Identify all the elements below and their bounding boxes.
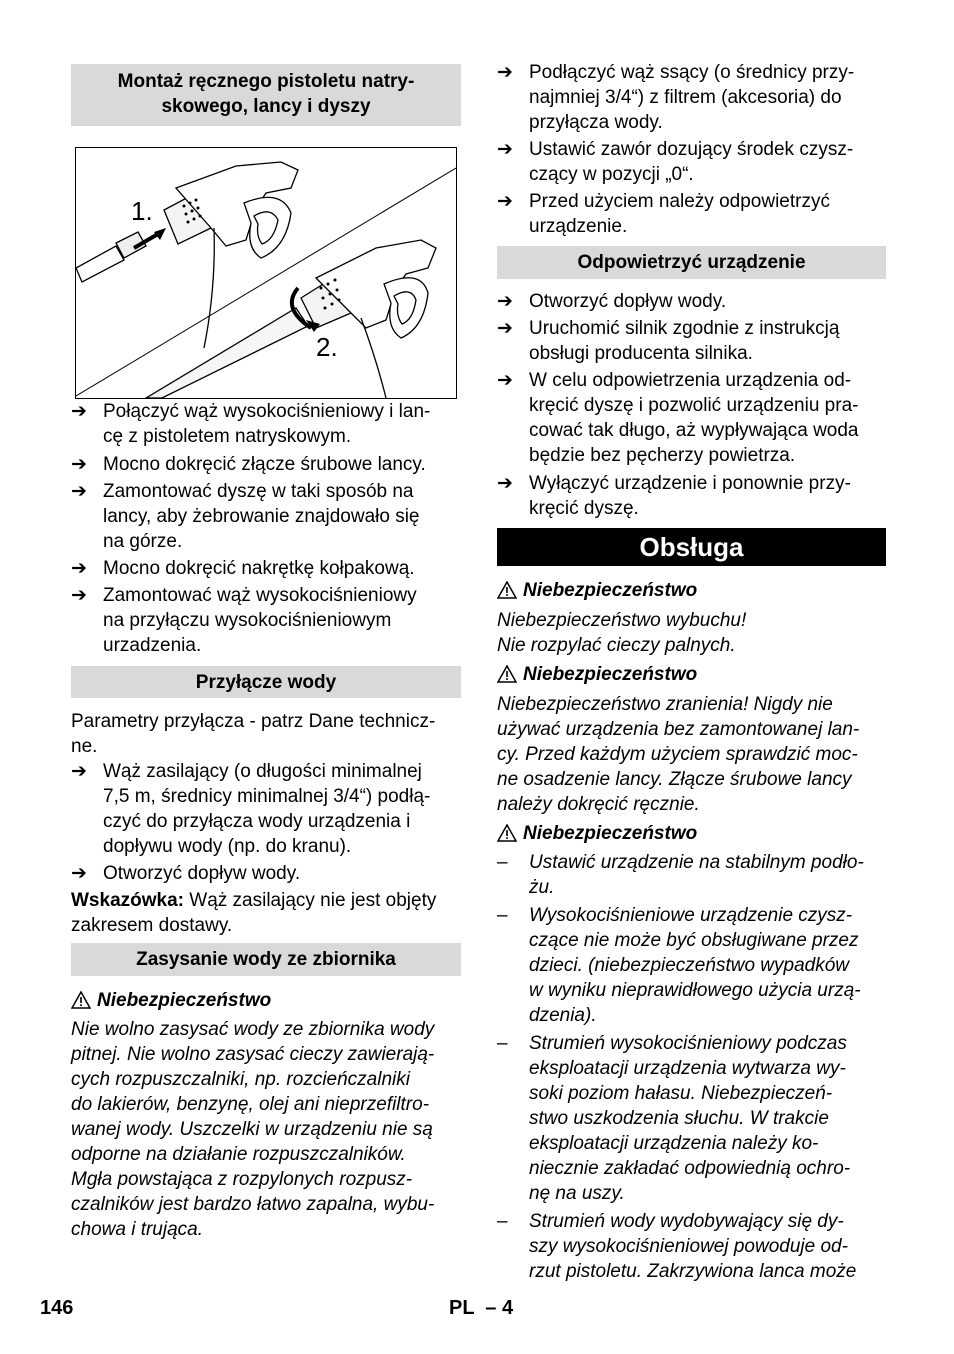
dash-bullet: – <box>497 852 508 873</box>
tank-suction-warning-text: Nie wolno zasysać wody ze zbiornika wody pitnej. Nie wolno zasysać cieczy zawierają- cych rozpuszczalniki, np. rozcieńczalniki do lakierów, benzynę, olej ani nieprzefiltro- wanej wody. Uszczelki w urządzeniu nie są odporne na działanie rozpuszczalników. Mgła powstająca z rozpylonych rozpusz- czalników jest bardzo łatwo zapalna, wybu- chowa i trująca. <box>71 1019 435 1240</box>
assembly-illustration <box>75 147 457 399</box>
step-unscrew-nozzle: ➔ W celu odpowietrzenia urządzenia od- kręcić dyszę i pozwolić urządzeniu pra- cować tak długo, aż wypływająca woda będzie bez pęcherzy powietrza. <box>497 370 859 466</box>
step-supply-hose: ➔ Wąż zasilający (o długości minimalnej 7,5 m, średnicy minimalnej 3/4“) podłą- czyć do przyłącza wody urządzenia i dopływu wody (np. do kranu). <box>71 761 431 857</box>
chapter-title-operation: Obsługa <box>497 528 886 566</box>
danger-heading-1: Niebezpieczeństwo <box>497 578 886 603</box>
arrow-icon: ➔ <box>497 191 513 212</box>
step-mount-nozzle: ➔ Zamontować dyszę w taki sposób na lancy, aby żebrowanie znajdowało się na górze. <box>71 481 420 552</box>
step-tighten-lance: ➔ Mocno dokręcić złącze śrubowe lancy. <box>71 454 426 475</box>
arrow-icon: ➔ <box>71 454 87 475</box>
arrow-icon: ➔ <box>497 62 513 83</box>
step-detergent-valve: ➔ Ustawić zawór dozujący środek czysz- czący w pozycji „0“. <box>497 139 854 185</box>
section-title-tank-suction: Zasysanie wody ze zbiornika <box>71 943 461 976</box>
figure-label-2: 2. <box>316 332 338 362</box>
warning-triangle-icon <box>71 991 91 1009</box>
step-connect-hose: ➔ Połączyć wąż wysokociśnieniowy i lan- cę z pistoletem natryskowym. <box>71 401 431 447</box>
danger-heading-2: Niebezpieczeństwo <box>497 662 886 687</box>
water-connection-intro: Parametry przyłącza - patrz Dane technicz- ne. <box>71 711 436 757</box>
danger-text-explosion: Niebezpieczeństwo wybuchu! Nie rozpylać cieczy palnych. <box>497 610 747 656</box>
warning-triangle-icon <box>497 824 517 842</box>
figure-label-1: 1. <box>131 196 153 226</box>
dash-item-stable-surface: – Ustawić urządzenie na stabilnym podło- żu. <box>497 852 864 898</box>
danger-heading: Niebezpieczeństwo <box>71 988 461 1013</box>
dash-bullet: – <box>497 905 508 926</box>
step-suction-hose: ➔ Podłączyć wąż ssący (o średnicy przy- najmniej 3/4“) z filtrem (akcesoria) do przyłącza wody. <box>497 62 855 133</box>
gun-lance-drawing <box>76 148 456 398</box>
dash-bullet: – <box>497 1211 508 1232</box>
arrow-icon: ➔ <box>497 318 513 339</box>
dash-item-children: – Wysokociśnieniowe urządzenie czysz- czące nie może być obsługiwane przez dzieci. (niebezpieczeństwo wypadków w wyniku nieprawidłowego użycia urzą- dzenia). <box>497 905 861 1026</box>
section-title-venting: Odpowietrzyć urządzenie <box>497 246 886 279</box>
step-mount-hp-hose: ➔ Zamontować wąż wysokociśnieniowy na przyłączu wysokociśnieniowym urzadzenia. <box>71 585 417 656</box>
page-number: 146 <box>40 1297 74 1319</box>
arrow-icon: ➔ <box>71 863 87 884</box>
dash-item-noise: – Strumień wysokociśnieniowy podczas eksploatacji urządzenia wytwarza wy- soki poziom hałasu. Niebezpieczeń- stwo uszkodzenia słuchu. W trakcie eksploatacji urządzenia należy ko- niecznie zakładać odpowiednią ochro- nę na uszy. <box>497 1033 851 1204</box>
dash-bullet: – <box>497 1033 508 1054</box>
note-label: Wskazówka: <box>71 890 184 911</box>
arrow-icon: ➔ <box>71 401 87 422</box>
arrow-icon: ➔ <box>497 291 513 312</box>
arrow-icon: ➔ <box>497 139 513 160</box>
danger-heading-3: Niebezpieczeństwo <box>497 821 886 846</box>
warning-triangle-icon <box>497 581 517 599</box>
arrow-icon: ➔ <box>71 585 87 606</box>
step-vent-before-use: ➔ Przed użyciem należy odpowietrzyć urządzenie. <box>497 191 830 237</box>
arrow-icon: ➔ <box>497 473 513 494</box>
arrow-icon: ➔ <box>71 481 87 502</box>
language-page-label: PL – 4 <box>449 1297 514 1319</box>
section-title-water-connection: Przyłącze wody <box>71 666 461 698</box>
arrow-icon: ➔ <box>71 761 87 782</box>
note-text: Wąż zasilający nie jest objęty zakresem dostawy. <box>71 890 437 936</box>
step-tighten-cap-nut: ➔ Mocno dokręcić nakrętkę kołpakową. <box>71 558 415 579</box>
section-title-assembly: Montaż ręcznego pistoletu natry- skowego, lancy i dyszy <box>71 64 461 126</box>
dash-item-recoil: – Strumień wody wydobywający się dy- szy wysokociśnieniowej powoduje od- rzut pistoletu. Zakrzywiona lanca może <box>497 1211 857 1282</box>
step-open-water-supply: ➔ Otworzyć dopływ wody. <box>497 291 727 312</box>
step-open-water: ➔ Otworzyć dopływ wody. <box>71 863 301 884</box>
arrow-icon: ➔ <box>71 558 87 579</box>
step-start-engine: ➔ Uruchomić silnik zgodnie z instrukcją obsługi producenta silnika. <box>497 318 840 364</box>
danger-text-injury: Niebezpieczeństwo zranienia! Nigdy nie używać urządzenia bez zamontowanej lan- cy. Przed każdym użyciem sprawdzić moc- ne osadzenie lancy. Złącze śrubowe lancy należy dokręcić ręcznie. <box>497 694 860 815</box>
note <box>71 888 461 938</box>
arrow-icon: ➔ <box>497 370 513 391</box>
step-switch-off: ➔ Wyłączyć urządzenie i ponownie przy- kręcić dyszę. <box>497 473 851 519</box>
warning-triangle-icon <box>497 665 517 683</box>
